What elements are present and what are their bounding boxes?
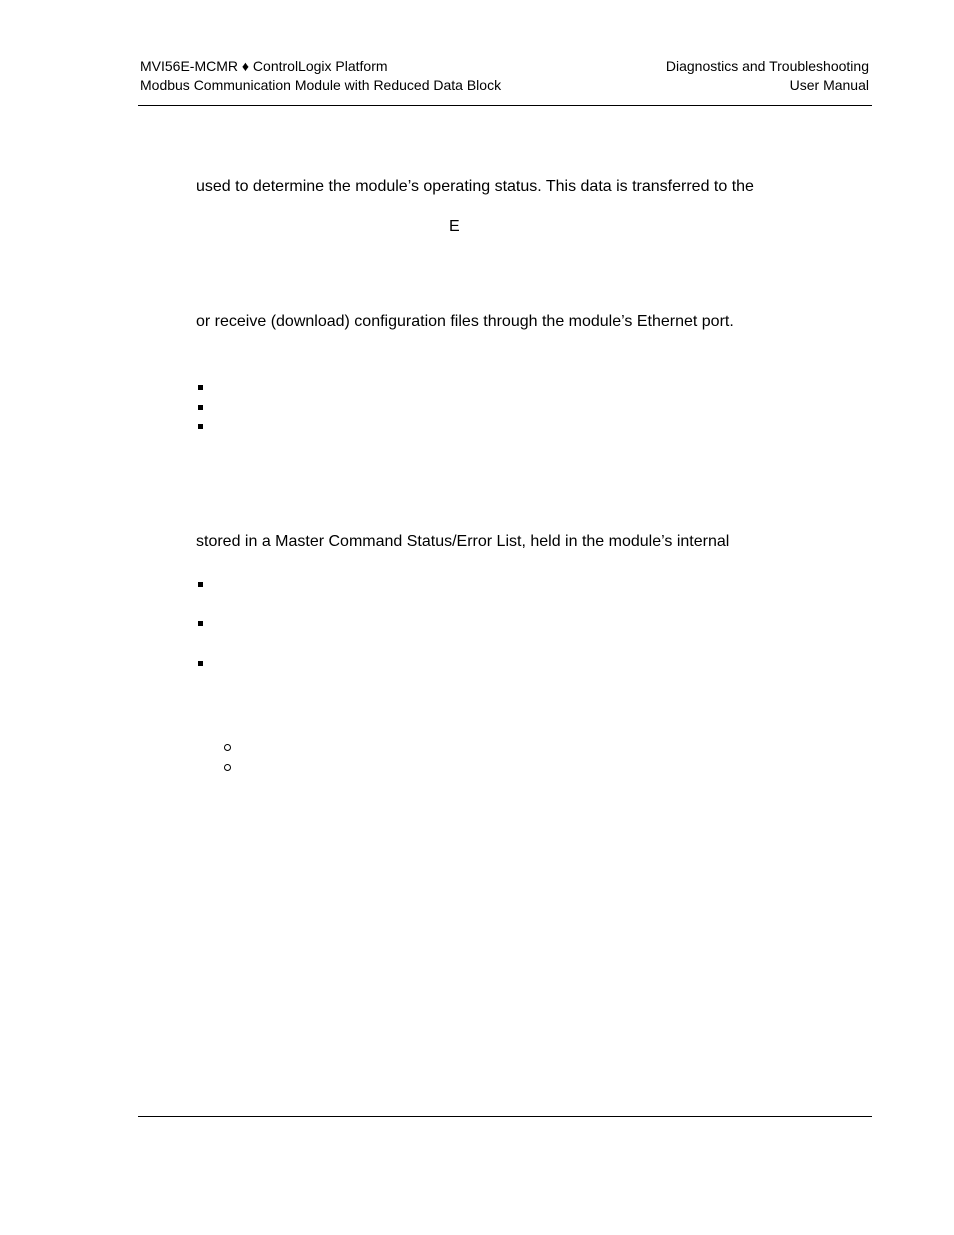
header-divider (138, 105, 872, 106)
sub-bullet-marker (224, 744, 231, 751)
header-section-title: Diagnostics and Troubleshooting (665, 58, 869, 74)
bullet-marker (198, 582, 203, 587)
footer-divider (138, 1116, 872, 1117)
body-paragraph-status: used to determine the module’s operating status. This data is transferred to the (196, 178, 754, 195)
header-product-subtitle: Modbus Communication Module with Reduced Data Block (140, 77, 502, 93)
bullet-marker (198, 621, 203, 626)
bullet-marker (198, 405, 203, 410)
body-paragraph-error-list: stored in a Master Command Status/Error List, held in the module’s internal (196, 533, 730, 550)
bullet-marker (198, 424, 203, 429)
header-product-title: MVI56E-MCMR ♦ ControlLogix Platform (140, 58, 388, 74)
header-manual-name: User Manual (789, 77, 869, 93)
body-paragraph-ethernet: or receive (download) configuration files through the module’s Ethernet port. (196, 313, 734, 330)
bullet-marker (198, 385, 203, 390)
header-left (140, 57, 501, 95)
header-right (666, 57, 869, 95)
body-lone-letter: E (449, 218, 460, 235)
sub-bullet-marker (224, 764, 231, 771)
bullet-marker (198, 661, 203, 666)
